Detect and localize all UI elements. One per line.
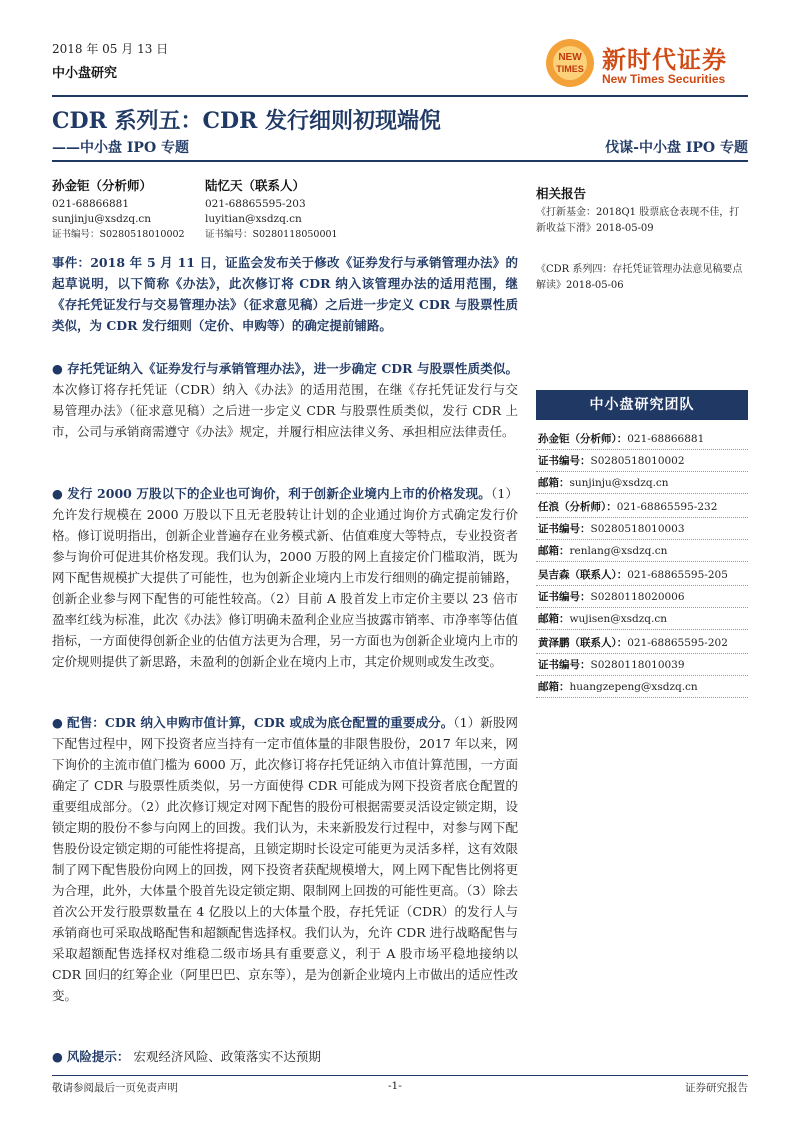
bullet-body: （1）允许发行规模在 2000 万股以下且无老股转让计划的企业通过询价方式确定发行价格。修订说明指出，创新企业普遍存在业务模式新、估值难度大等特点，专业投资者参与询价可促进其价格发现。我们认为，2000 万股的网上直接定价门槛取消，既为网下配售规模扩大提供了可能性，也为创新企业境内上市发行细则的确定提前铺路，创新企业参与网下配售的可能性较高。（2）目前 A 股首发上市定价主要以 23 倍市盈率红线为标准，此次《办法》修订明确未盈利企业应当披露市销率、市净率等估值指标，一方面使得创新企业的估值方法更为合理，另一方面也为创新企业境内上市的定价规则提供了新思路，未盈利的创新企业在境内上市，其定价规则或发生改变。 <box>52 486 518 669</box>
logo-mark-bottom: TIMES <box>556 64 584 74</box>
member-email[interactable]: huangzepeng@xsdzq.cn <box>569 681 698 693</box>
footer-doc-type: 证券研究报告 <box>685 1082 748 1094</box>
footer-divider <box>52 1075 748 1076</box>
logo-name-cn: 新时代证券 <box>602 46 727 74</box>
member-cert: S0280118010039 <box>590 659 685 671</box>
member-cert-label: 证书编号： <box>538 523 591 535</box>
member-mail-label: 邮箱： <box>538 681 570 693</box>
report-title: CDR 系列五：CDR 发行细则初现端倪 <box>52 108 442 134</box>
bullet-heading: 存托凭证纳入《证券发行与承销管理办法》，进一步确定 CDR 与股票性质类似。 <box>67 361 518 376</box>
bullet-heading: 发行 2000 万股以下的企业也可询价，利于创新企业境内上市的价格发现。 <box>67 486 491 501</box>
report-subtitle: ——中小盘 IPO 专题 <box>52 140 190 156</box>
logo-mark-top: NEW <box>558 52 582 63</box>
bullet-body: 宏观经济风险、政策落实不达预期 <box>133 1049 321 1064</box>
team-member <box>536 564 748 630</box>
bullet-paragraph <box>52 483 518 672</box>
member-name: 任浪（分析师）： <box>538 501 617 513</box>
bullet-icon: ● <box>52 486 64 501</box>
bullet-heading: 配售：CDR 纳入申购市值计算，CDR 或成为底仓配置的重要成分。 <box>67 715 454 730</box>
member-phone: 021-68865595-205 <box>627 569 728 581</box>
footer-disclaimer: 敬请参阅最后一页免责声明 <box>52 1082 178 1094</box>
member-email[interactable]: wujisen@xsdzq.cn <box>569 613 667 625</box>
report-date: 2018 年 05 月 13 日 <box>52 42 169 56</box>
analyst-phone: 021-68865595-203 <box>205 198 306 210</box>
member-mail-label: 邮箱： <box>538 613 570 625</box>
page-number: -1- <box>388 1080 402 1092</box>
related-reports-title: 相关报告 <box>536 186 587 201</box>
analyst-cert: 证书编号：S0280518010002 <box>52 229 185 240</box>
member-name: 黄泽鹏（联系人）： <box>538 637 628 649</box>
member-name: 吴吉森（联系人）： <box>538 569 628 581</box>
bullet-icon: ● <box>52 715 64 730</box>
logo-name-en: New Times Securities <box>602 72 726 86</box>
bullet-paragraph <box>52 358 518 442</box>
section-tag: 伐谋-中小盘 IPO 专题 <box>605 140 748 156</box>
team-member <box>536 428 748 494</box>
member-email[interactable]: renlang@xsdzq.cn <box>569 545 668 557</box>
event-summary: 事件：2018 年 5 月 11 日，证监会发布关于修改《证券发行与承销管理办法》的起草说明，以下简称《办法》，此次修订将 CDR 纳入该管理办法的适用范围，继《存托凭证发行与交易管理办法》（征求意见稿）之后进一步定义 CDR 与股票性质类似，为 CDR 发行细则（定价、申购等）的确定提前铺路。 <box>52 255 518 333</box>
bullet-icon: ● <box>52 361 64 376</box>
member-cert-label: 证书编号： <box>538 455 591 467</box>
team-title-bar: 中小盘研究团队 <box>536 390 748 420</box>
member-cert: S0280118020006 <box>590 591 685 603</box>
member-cert: S0280518010002 <box>590 455 685 467</box>
related-report-link[interactable]: 《CDR 系列四：存托凭证管理办法意见稿要点解读》2018-05-06 <box>536 264 743 291</box>
team-member <box>536 632 748 698</box>
bullet-icon: ● <box>52 1049 63 1064</box>
bullet-paragraph <box>52 712 518 1006</box>
member-phone: 021-68865595-232 <box>616 501 718 513</box>
member-email[interactable]: sunjinju@xsdzq.cn <box>569 477 669 489</box>
analyst-email[interactable]: sunjinju@xsdzq.cn <box>52 213 152 225</box>
report-category: 中小盘研究 <box>52 66 118 81</box>
bullet-paragraph <box>52 1046 518 1067</box>
header-divider <box>52 95 748 97</box>
bullet-body: 本次修订将存托凭证（CDR）纳入《办法》的适用范围，在继《存托凭证发行与交易管理办法》（征求意见稿）之后进一步定义 CDR 与股票性质类似，发行 CDR 上市，公司与承销商需遵守《办法》规定，并履行相应法律义务、承担相应法律责任。 <box>52 382 518 439</box>
member-name: 孙金钜（分析师）： <box>538 433 628 445</box>
member-mail-label: 邮箱： <box>538 477 570 489</box>
analyst-name: 陆忆天（联系人） <box>205 178 306 193</box>
team-member <box>536 496 748 562</box>
bullet-heading: 风险提示： <box>66 1049 130 1064</box>
member-phone: 021-68865595-202 <box>627 637 728 649</box>
member-cert: S0280518010003 <box>590 523 685 535</box>
member-cert-label: 证书编号： <box>538 659 591 671</box>
member-mail-label: 邮箱： <box>538 545 570 557</box>
analyst-name: 孙金钜（分析师） <box>52 178 153 193</box>
member-phone: 021-68866881 <box>627 433 705 445</box>
related-report-link[interactable]: 《打新基金：2018Q1 股票底仓表现不佳，打新收益下滑》2018-05-09 <box>536 207 740 234</box>
member-cert-label: 证书编号： <box>538 591 591 603</box>
analyst-card <box>205 178 338 242</box>
analyst-email[interactable]: luyitian@xsdzq.cn <box>205 213 302 225</box>
title-divider <box>52 160 748 162</box>
analyst-card <box>52 178 185 242</box>
analyst-phone: 021-68866881 <box>52 198 130 210</box>
analyst-cert: 证书编号：S0280118050001 <box>205 229 338 240</box>
bullet-body: （1）新股网下配售过程中，网下投资者应当持有一定市值体量的非限售股份，2017 年以来，网下询价的主流市值门槛为 6000 万，此次修订将存托凭证纳入市值计算范围，一方面确定了 CDR 与股票性质类似，另一方面使得 CDR 可能成为网下投资者底仓配置的重要组成部分。（2）此次修订规定对网下配售的股份可根据需要灵活设定锁定期，设锁定期的股份不参与向网上的回拨。我们认为，未来新股发行过程中，对参与网下配售股份设定锁定期的可能性将提高，且锁定期时长设定可能更为灵活多样，这有效限制了网下配售股份向网上的回拨，网下投资者获配规模增大，网上网下配售比例将更为合理，此外，大体量个股首先设定锁定期、限制网上回拨的可能性更高。（3）除去首次公开发行股票数量在 4 亿股以上的大体量个股，存托凭证（CDR）的发行人与承销商也可采取战略配售和超额配售选择权。我们认为，允许 CDR 进行战略配售与采取超额配售选择权对维稳二级市场具有重要意义，利于 A 股市场平稳地接纳以 CDR 回归的红筹企业（阿里巴巴、京东等），是为创新企业境内上市做出的适应性改变。 <box>52 715 518 1003</box>
